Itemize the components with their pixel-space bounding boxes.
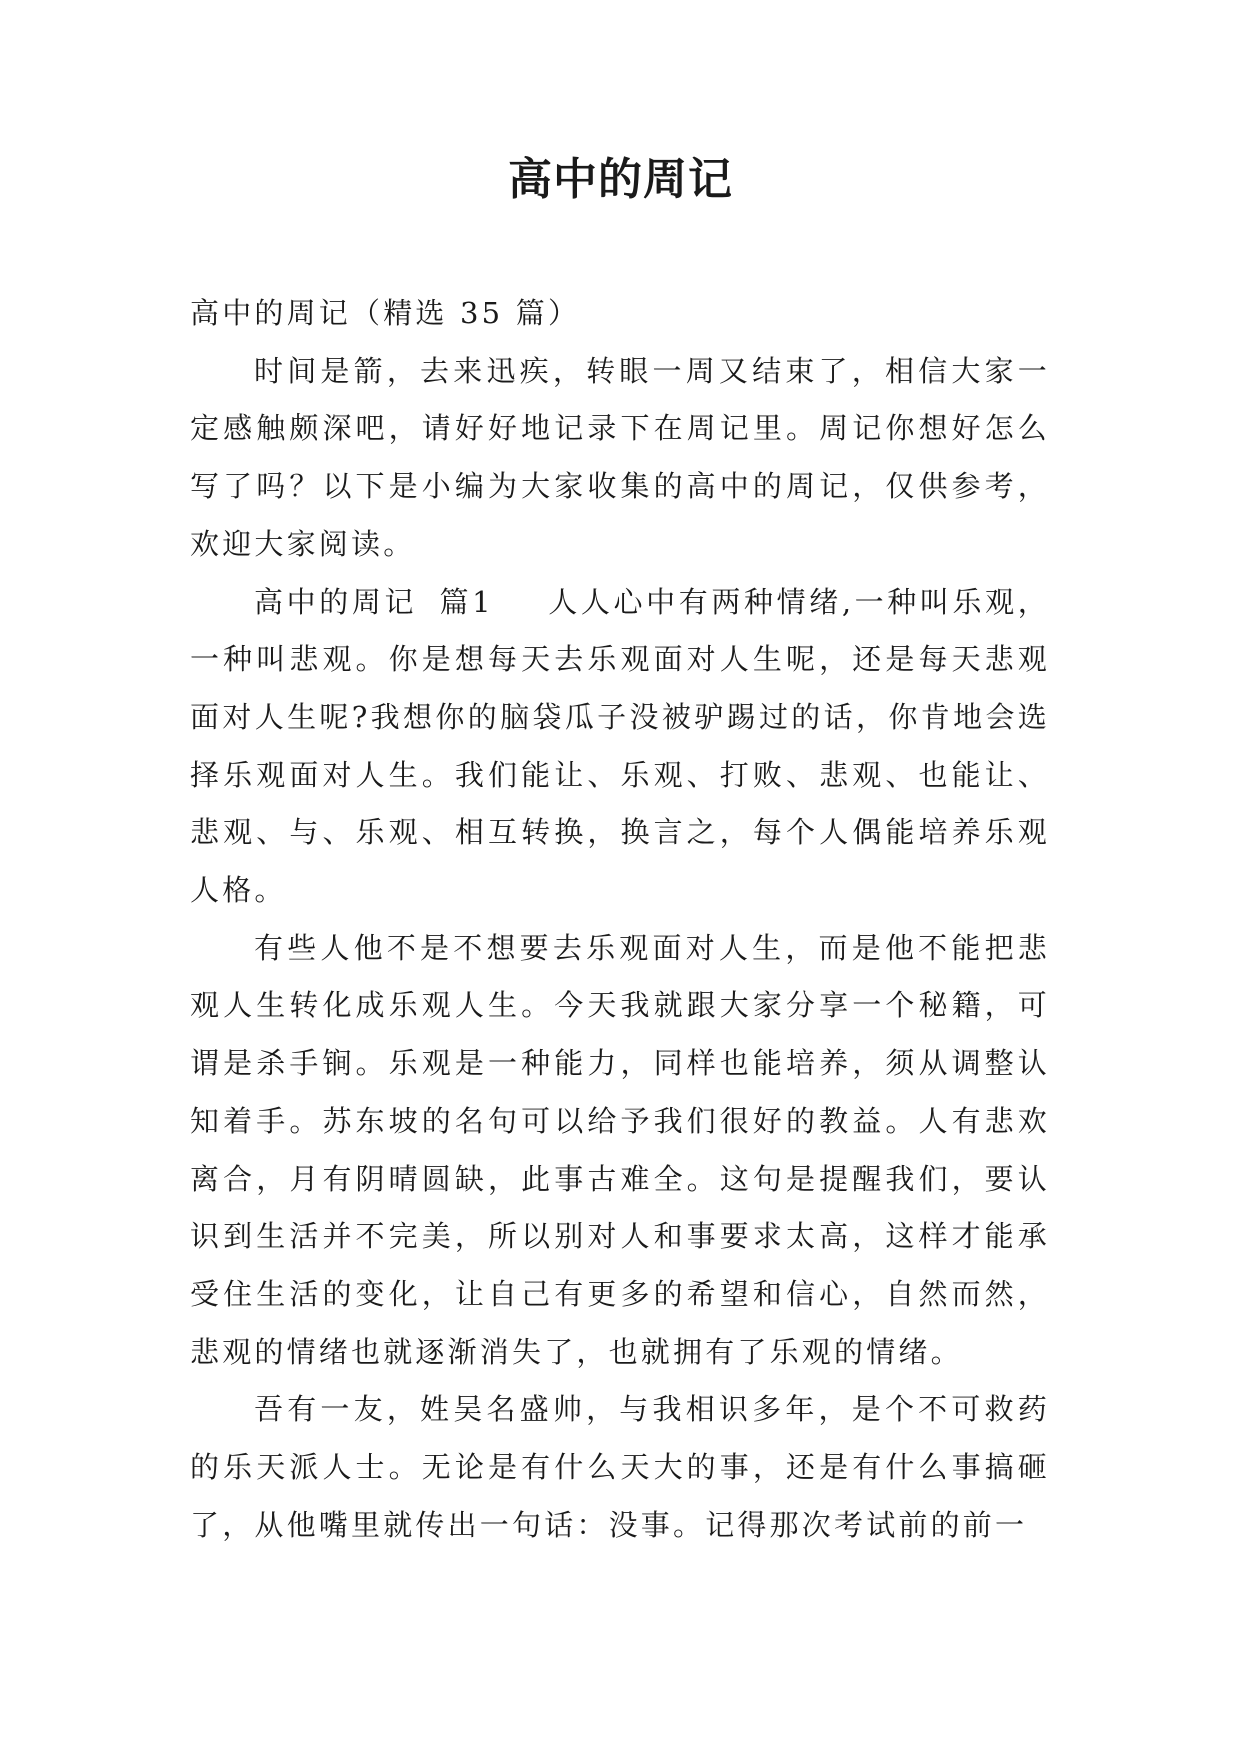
document-subtitle: 高中的周记（精选 35 篇） (190, 296, 581, 330)
section-title: 高中的周记 (254, 584, 418, 619)
document-body (190, 285, 1050, 1554)
intro-paragraph: 时间是箭，去来迅疾，转眼一周又结束了，相信大家一定感触颇深吧，请好好地记录下在周记里。周记你想好怎么写了吗？以下是小编为大家收集的高中的周记，仅供参考，欢迎大家阅读。 (190, 353, 1050, 561)
section-paragraph (190, 574, 1050, 920)
document-title: 高中的周记 (508, 154, 733, 205)
paragraph-2: 有些人他不是不想要去乐观面对人生，而是他不能把悲观人生转化成乐观人生。今天我就跟大家分享一个秘籍，可谓是杀手锏。乐观是一种能力，同样也能培养，须从调整认知着手。苏东坡的名句可以给予我们很好的教益。人有悲欢离合，月有阴晴圆缺，此事古难全。这句是提醒我们，要认识到生活并不完美，所以别对人和事要求太高，这样才能承受住生活的变化，让自己有更多的希望和信心，自然而然，悲观的情绪也就逐渐消失了，也就拥有了乐观的情绪。 (190, 930, 1050, 1369)
section-label: 篇1 (439, 584, 494, 619)
paragraph-1: 人人心中有两种情绪,一种叫乐观，一种叫悲观。你是想每天去乐观面对人生呢，还是每天悲观面对人生呢?我想你的脑袋瓜子没被驴踢过的话，你肯地会选择乐观面对人生。我们能让、乐观、打败、悲观、也能让、悲观、与、乐观、相互转换，换言之，每个人偶能培养乐观人格。 (190, 584, 1050, 908)
paragraph-3: 吾有一友，姓吴名盛帅，与我相识多年，是个不可救药的乐天派人士。无论是有什么天大的事，还是有什么事搞砸了，从他嘴里就传出一句话：没事。记得那次考试前的前一 (190, 1392, 1050, 1542)
